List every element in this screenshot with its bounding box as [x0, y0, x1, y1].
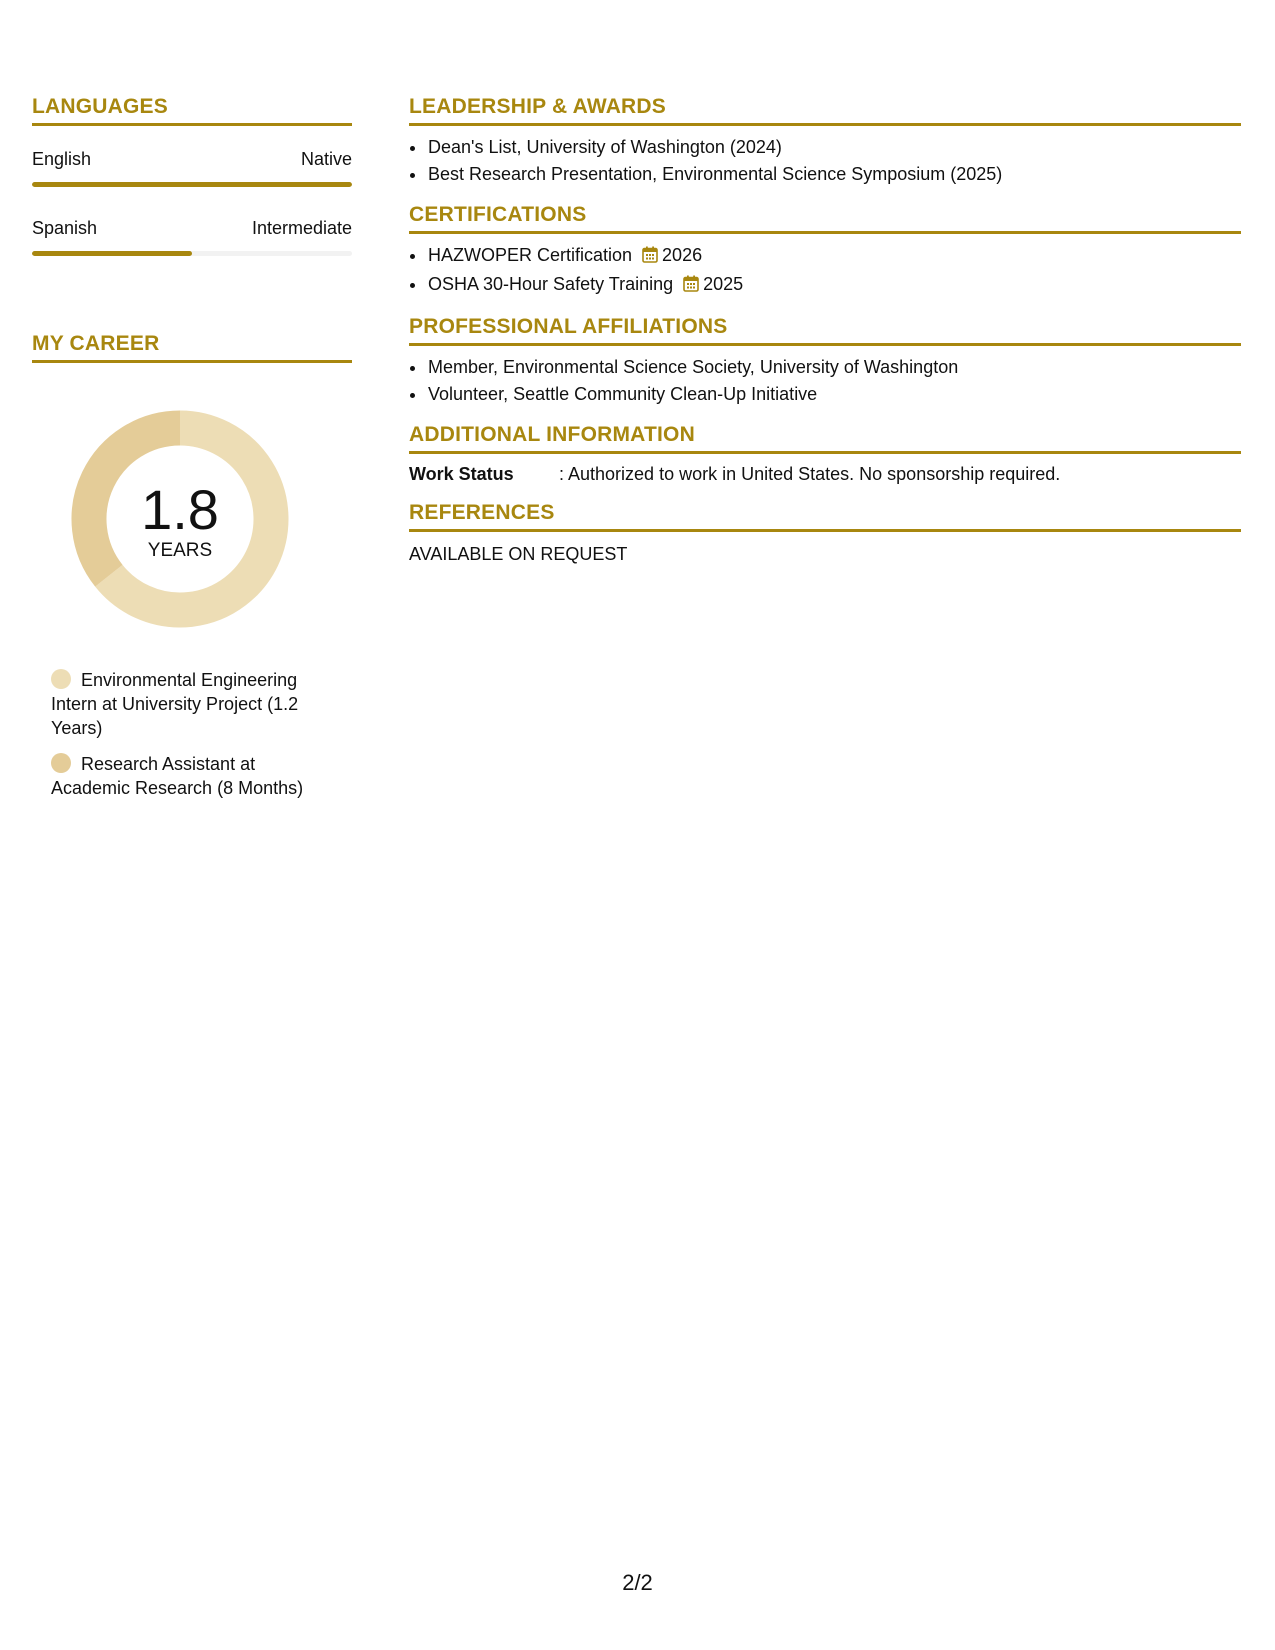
- affiliations-heading: PROFESSIONAL AFFILIATIONS: [409, 315, 1241, 346]
- affiliations-list: [409, 354, 1241, 408]
- certifications-list: [409, 242, 1241, 300]
- legend-dot-icon: [51, 669, 71, 689]
- certification-year: 2026: [662, 245, 703, 265]
- career-legend-label: Research Assistant at Academic Research (8 Months): [51, 754, 304, 798]
- career-total-unit: YEARS: [147, 540, 213, 561]
- language-level: Native: [300, 149, 352, 169]
- work-status-label: Work Status: [409, 464, 514, 484]
- language-proficiency-fill: [32, 251, 192, 256]
- career-total-years: 1.8: [141, 478, 219, 541]
- certification-year: 2025: [703, 274, 744, 294]
- page-number: 2/2: [622, 1570, 653, 1595]
- main-content: [409, 95, 1241, 566]
- language-level: Intermediate: [251, 218, 352, 238]
- calendar-icon: [683, 273, 699, 300]
- career-donut-chart: [67, 406, 293, 632]
- career-legend-item: [51, 668, 321, 740]
- list-item: • Best Research Presentation, Environmental Science Symposium (2025): [427, 161, 1241, 188]
- career-legend-item: [51, 752, 321, 800]
- leadership-heading: LEADERSHIP & AWARDS: [409, 95, 1241, 126]
- work-status-value: : Authorized to work in United States. No sponsorship required.: [559, 464, 1061, 484]
- calendar-icon: [642, 244, 658, 271]
- language-row-head: [32, 148, 352, 170]
- sidebar: [32, 95, 352, 816]
- language-proficiency-bar: [32, 182, 352, 187]
- career-donut-center: [67, 406, 293, 632]
- language-row-head: [32, 217, 352, 239]
- legend-dot-icon: [51, 753, 71, 773]
- affiliations-section: [409, 315, 1241, 408]
- career-section: [32, 332, 352, 800]
- leadership-list: [409, 134, 1241, 188]
- list-item: • Volunteer, Seattle Community Clean-Up Initiative: [427, 381, 1241, 408]
- list-item: • Dean's List, University of Washington (2024): [427, 134, 1241, 161]
- certifications-section: [409, 203, 1241, 300]
- list-item: • Member, Environmental Science Society, University of Washington: [427, 354, 1241, 381]
- language-name: Spanish: [32, 218, 98, 238]
- additional-info-section: [409, 423, 1241, 486]
- references-section: [409, 501, 1241, 566]
- additional-info-heading: ADDITIONAL INFORMATION: [409, 423, 1241, 454]
- leadership-section: [409, 95, 1241, 188]
- language-item-english: [32, 148, 352, 187]
- languages-heading: LANGUAGES: [32, 95, 352, 126]
- list-item: [427, 242, 1241, 271]
- language-proficiency-fill: [32, 182, 352, 187]
- career-legend: [51, 668, 321, 800]
- language-name: English: [32, 149, 92, 169]
- list-item: [427, 271, 1241, 300]
- certification-name: OSHA 30-Hour Safety Training: [428, 274, 674, 294]
- language-proficiency-bar: [32, 251, 352, 256]
- career-heading: MY CAREER: [32, 332, 352, 363]
- references-text: AVAILABLE ON REQUEST: [409, 544, 628, 564]
- certification-name: HAZWOPER Certification: [428, 245, 633, 265]
- language-item-spanish: [32, 217, 352, 256]
- career-legend-label: Environmental Engineering Intern at University Project (1.2 Years): [51, 670, 299, 738]
- work-status-row: [409, 462, 1241, 486]
- certifications-heading: CERTIFICATIONS: [409, 203, 1241, 234]
- references-heading: REFERENCES: [409, 501, 1241, 532]
- languages-section: [32, 95, 352, 256]
